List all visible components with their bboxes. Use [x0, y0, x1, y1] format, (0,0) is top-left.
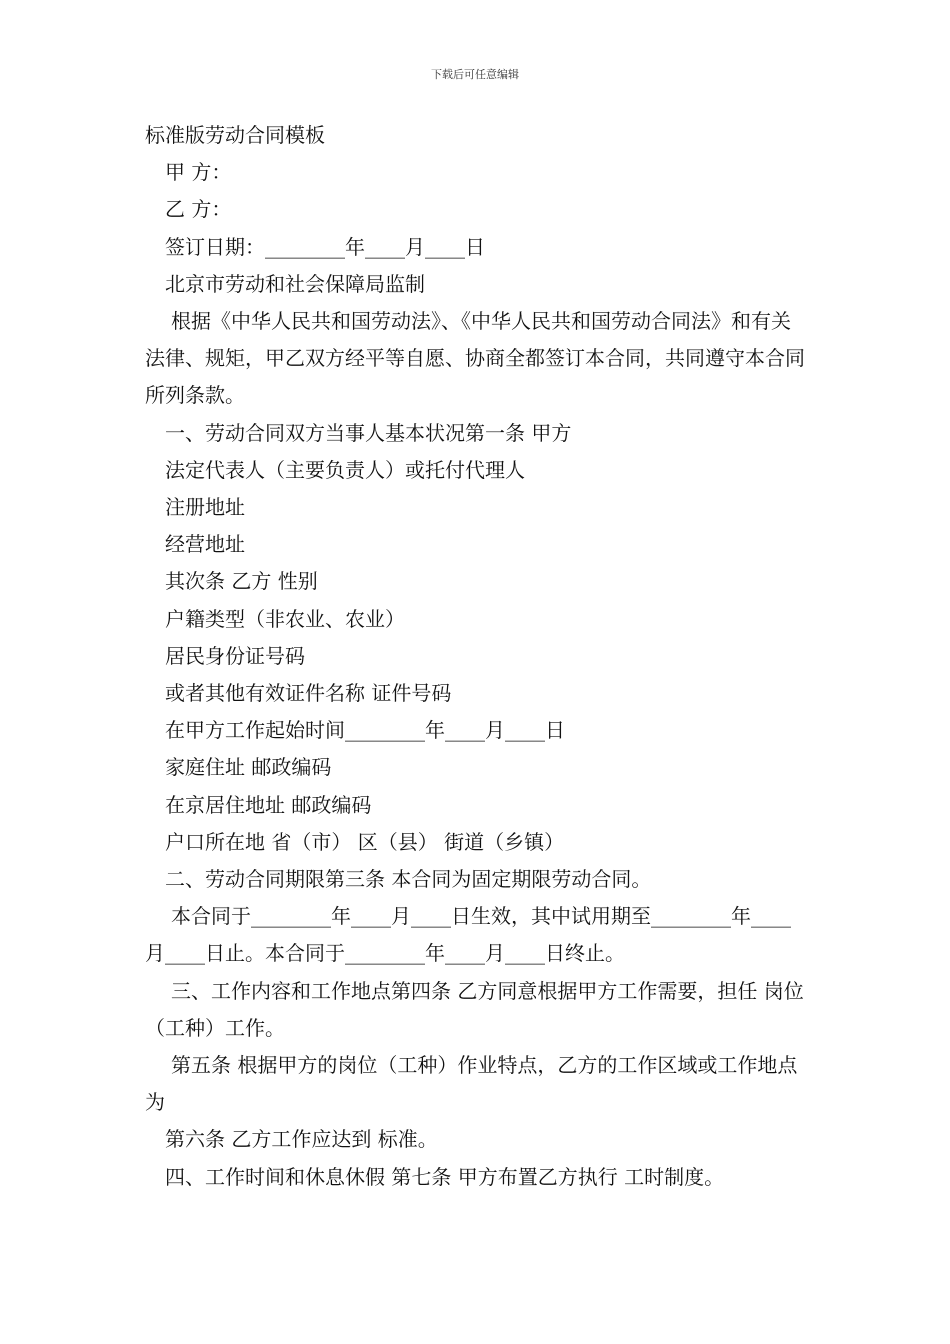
party-b-line: 乙 方： — [165, 197, 232, 222]
id-number-line: 居民身份证号码 — [165, 643, 305, 668]
article-6-line: 第六条 乙方工作应达到 标准。 — [165, 1127, 438, 1152]
article-5-paragraph: 第五条 根据甲方的岗位（工种）作业特点，乙方的工作区域或工作地点为 — [145, 1053, 798, 1115]
section-3-paragraph: 三、工作内容和工作地点第四条 乙方同意根据甲方工作需要，担任 岗位（工种）工作。 — [145, 978, 804, 1040]
start-date-line: 在甲方工作起始时间________年____月____日 — [165, 718, 565, 743]
section-2-heading: 二、劳动合同期限第三条 本合同为固定期限劳动合同。 — [165, 867, 652, 892]
section-4-heading: 四、工作时间和休息休假 第七条 甲方布置乙方执行 工时制度。 — [165, 1164, 725, 1189]
home-address-line: 家庭住址 邮政编码 — [165, 755, 332, 780]
beijing-address-line: 在京居住地址 邮政编码 — [165, 792, 372, 817]
document-title: 标准版劳动合同模板 — [145, 123, 325, 147]
contract-body — [145, 117, 810, 1196]
business-address-line: 经营地址 — [165, 532, 245, 557]
section-1-heading: 一、劳动合同双方当事人基本状况第一条 甲方 — [165, 420, 572, 445]
contract-term-paragraph: 本合同于________年____月____日生效，其中试用期至________年____月____日止。本合同于________年____月____日终止。 — [145, 904, 791, 966]
party-a-line: 甲 方： — [165, 160, 232, 185]
sign-date-line: 签订日期：________年____月____日 — [165, 234, 485, 259]
hukou-line: 户口所在地 省（市） 区（县） 街道（乡镇） — [165, 829, 565, 854]
registered-address-line: 注册地址 — [165, 495, 245, 520]
legal-rep-line: 法定代表人（主要负责人）或托付代理人 — [165, 457, 525, 482]
household-type-line: 户籍类型（非农业、农业） — [165, 606, 405, 631]
supervisor-line: 北京市劳动和社会保障局监制 — [165, 271, 425, 296]
article-2-line: 其次条 乙方 性别 — [165, 569, 318, 594]
preamble-paragraph: 根据《中华人民共和国劳动法》、《中华人民共和国劳动合同法》和有关法律、规矩，甲乙双方经平等自愿、协商全都签订本合同，共同遵守本合同所列条款。 — [145, 309, 805, 408]
other-id-line: 或者其他有效证件名称 证件号码 — [165, 681, 452, 706]
header-note: 下载后可任意编辑 — [431, 68, 519, 81]
